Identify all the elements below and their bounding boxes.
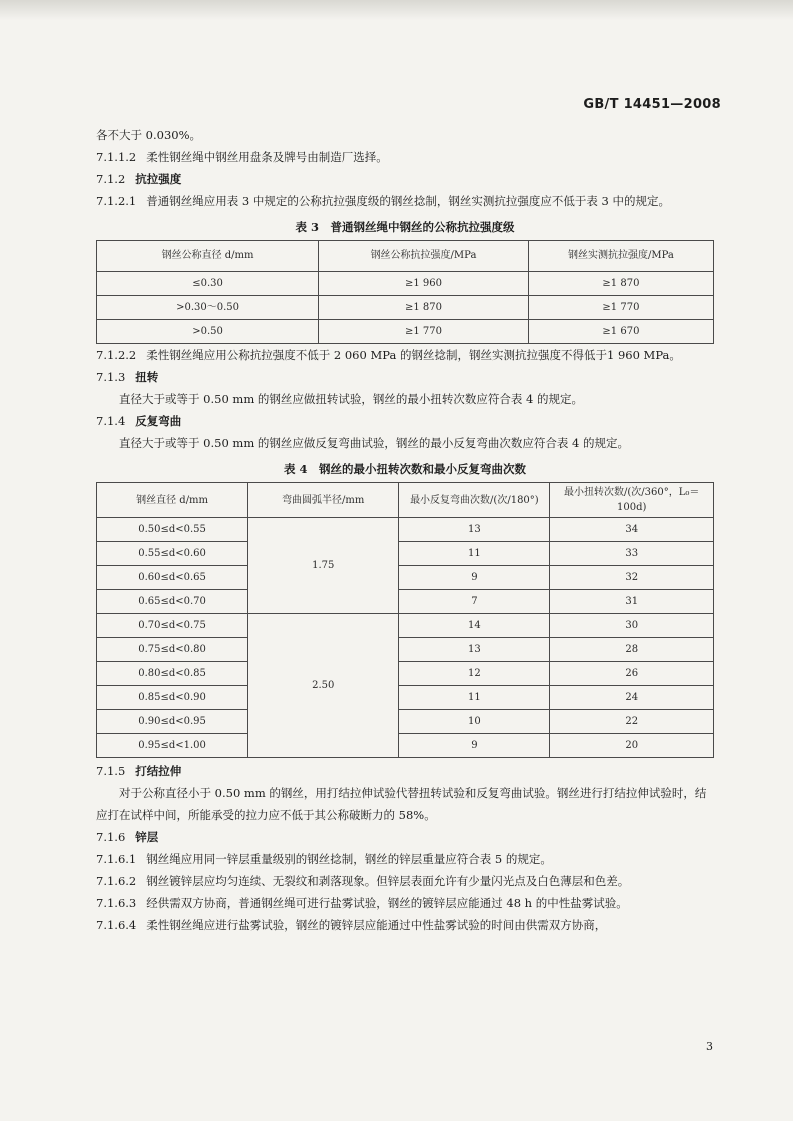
table-row [97,710,714,734]
clause-text: 钢丝绳应用同一锌层重量级别的钢丝捻制，钢丝的锌层重量应符合表 5 的规定。 [146,852,552,866]
paragraph-bending: 直径大于或等于 0.50 mm 的钢丝应做反复弯曲试验，钢丝的最小反复弯曲次数应符合表 4 的规定。 [119,436,630,450]
section-number: 7.1.5 [96,764,126,778]
table-cell: >0.50 [97,320,319,344]
section-title: 反复弯曲 [135,414,182,428]
section-7-1-5 [96,760,714,782]
clause-text: 柔性钢丝绳中钢丝用盘条及牌号由制造厂选择。 [146,150,388,164]
section-number: 7.1.3 [96,370,126,384]
table-cell: 7 [399,590,550,614]
table-row [97,638,714,662]
section-7-1-6 [96,826,714,848]
paragraph-knot-tension: 对于公称直径小于 0.50 mm 的钢丝，用打结拉伸试验代替扭转试验和反复弯曲试验。钢丝进行打结拉伸试验时，结应打在试样中间，所能承受的拉力应不低于其公称破断力的 58%。 [96,786,707,822]
table-row [97,296,714,320]
table-row [97,320,714,344]
clause-number: 7.1.6.2 [96,874,137,888]
table-header-row [97,483,714,518]
table-header-cell: 钢丝公称直径 d/mm [97,241,319,272]
table-cell: 28 [550,638,714,662]
table-cell: 0.90≤d<0.95 [97,710,248,734]
table-cell: 34 [550,518,714,542]
table-cell: 24 [550,686,714,710]
table-row [97,272,714,296]
table-cell: ≥1 670 [528,320,713,344]
clause-7-1-2-2 [96,344,714,366]
table-cell-radius: 1.75 [248,518,399,614]
table-header-cell: 钢丝直径 d/mm [97,483,248,518]
paragraph-continuation: 各不大于 0.030%。 [96,128,202,142]
table-header-row [97,241,714,272]
section-title: 扭转 [135,370,159,384]
table-row [97,566,714,590]
table-cell: ≥1 770 [528,296,713,320]
section-title: 锌层 [135,830,159,844]
table-cell: 9 [399,734,550,758]
table-cell: 10 [399,710,550,734]
table-row [97,590,714,614]
table-cell: >0.30～0.50 [97,296,319,320]
table-row [97,518,714,542]
table-cell: 22 [550,710,714,734]
page-content [96,124,714,936]
table-cell: 9 [399,566,550,590]
table-header-cell: 最小反复弯曲次数/(次/180°) [399,483,550,518]
table-cell: 0.70≤d<0.75 [97,614,248,638]
table-cell: ≥1 770 [319,320,529,344]
table-cell: 20 [550,734,714,758]
table-cell: 13 [399,638,550,662]
clause-number: 7.1.2.2 [96,348,137,362]
table-cell: ≥1 870 [319,296,529,320]
table-cell: 0.95≤d<1.00 [97,734,248,758]
section-number: 7.1.4 [96,414,126,428]
clause-text: 柔性钢丝绳应进行盐雾试验，钢丝的镀锌层应能通过中性盐雾试验的时间由供需双方协商， [146,918,607,932]
section-title: 打结拉伸 [135,764,182,778]
clause-7-1-6-1 [96,848,714,870]
table-row [97,542,714,566]
clause-7-1-6-2 [96,870,714,892]
paragraph-torsion: 直径大于或等于 0.50 mm 的钢丝应做扭转试验，钢丝的最小扭转次数应符合表 4 的规定。 [119,392,584,406]
table-cell: ≥1 960 [319,272,529,296]
table-cell: 0.80≤d<0.85 [97,662,248,686]
table-cell: ≥1 870 [528,272,713,296]
clause-number: 7.1.6.1 [96,852,137,866]
page-number: 3 [706,1040,713,1053]
table-cell: 30 [550,614,714,638]
table-row [97,614,714,638]
table-cell: 26 [550,662,714,686]
clause-text: 柔性钢丝绳应用公称抗拉强度不低于 2 060 MPa 的钢丝捻制，钢丝实测抗拉强度不得低于1 960 MPa。 [146,348,681,362]
section-number: 7.1.6 [96,830,126,844]
table-cell: 13 [399,518,550,542]
table-cell: 11 [399,686,550,710]
clause-7-1-6-3 [96,892,714,914]
table-cell: 0.85≤d<0.90 [97,686,248,710]
table-cell: 32 [550,566,714,590]
table-row [97,686,714,710]
clause-number: 7.1.6.3 [96,896,137,910]
table-header-cell: 钢丝实测抗拉强度/MPa [528,241,713,272]
clause-text: 钢丝镀锌层应均匀连续、无裂纹和剥落现象。但锌层表面允许有少量闪光点及白色薄层和色差。 [146,874,630,888]
table-row [97,662,714,686]
table-3 [96,240,714,344]
clause-number: 7.1.1.2 [96,150,137,164]
clause-7-1-6-4 [96,914,714,936]
section-7-1-2 [96,168,714,190]
table-cell: ≤0.30 [97,272,319,296]
section-7-1-3 [96,366,714,388]
table-row [97,734,714,758]
table-cell: 11 [399,542,550,566]
clause-7-1-2-1 [96,190,714,212]
scan-edge [0,0,793,20]
table-cell: 14 [399,614,550,638]
clause-number: 7.1.2.1 [96,194,137,208]
table-cell: 0.65≤d<0.70 [97,590,248,614]
table-cell: 31 [550,590,714,614]
table-cell: 0.55≤d<0.60 [97,542,248,566]
table-header-cell: 最小扭转次数/(次/360°，L₀＝100d) [550,483,714,518]
table-header-cell: 弯曲圆弧半径/mm [248,483,399,518]
clause-text: 经供需双方协商，普通钢丝绳可进行盐雾试验，钢丝的镀锌层应能通过 48 h 的中性盐雾试验。 [146,896,628,910]
section-number: 7.1.2 [96,172,126,186]
clause-7-1-1-2 [96,146,714,168]
table-4 [96,482,714,758]
table-cell: 0.75≤d<0.80 [97,638,248,662]
section-title: 抗拉强度 [135,172,182,186]
table-4-caption: 表 4 钢丝的最小扭转次数和最小反复弯曲次数 [283,462,526,476]
table-cell: 0.60≤d<0.65 [97,566,248,590]
table-cell: 0.50≤d<0.55 [97,518,248,542]
table-cell: 12 [399,662,550,686]
clause-number: 7.1.6.4 [96,918,137,932]
clause-text: 普通钢丝绳应用表 3 中规定的公称抗拉强度级的钢丝捻制，钢丝实测抗拉强度应不低于表 3 中的规定。 [146,194,670,208]
section-7-1-4 [96,410,714,432]
table-cell-radius: 2.50 [248,614,399,758]
table-cell: 33 [550,542,714,566]
table-3-caption: 表 3 普通钢丝绳中钢丝的公称抗拉强度级 [295,220,515,234]
table-header-cell: 钢丝公称抗拉强度/MPa [319,241,529,272]
standard-code: GB/T 14451—2008 [583,97,721,112]
